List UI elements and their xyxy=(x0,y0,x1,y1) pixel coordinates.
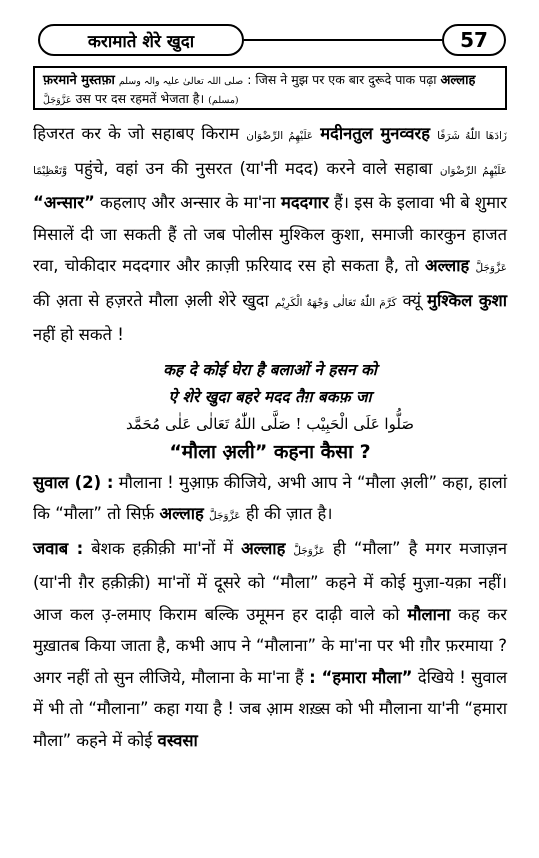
answer-label: जवाब : xyxy=(33,538,84,558)
question-paragraph xyxy=(33,467,507,533)
poetry-couplet xyxy=(33,357,507,411)
p1-allah: अल्लाह xyxy=(424,256,470,275)
durood-line: صَلُّوا عَلَى الْحَبِيْب ! صَلَّى اللّٰهُ تَعَالٰى عَلٰى مُحَمَّد xyxy=(125,414,415,433)
p1-text-2: पहुंचे, वहां उन की नुसरत (या'नी मदद) करने वाले सहाबा xyxy=(74,158,433,178)
farman-text-2: उस पर दस रहमतें भेजता है। xyxy=(75,91,205,106)
p1-arabic-5: كَرَّمَ اللّٰهُ تَعَالٰى وَجْهَهُ الْكَرِيْم xyxy=(274,296,397,309)
question-text-2: ही की ज़ात है। xyxy=(245,504,333,523)
answer-arabic: عَزَّوَجَلَّ xyxy=(293,544,325,557)
section-heading: “मौला अ़ली” कहना कैसा ? xyxy=(169,440,371,463)
p1-text-1: हिजरत कर के जो सहाबए किराम xyxy=(33,124,240,143)
p1-arabic-1: عَلَيْهِمُ الرِّضْوَان xyxy=(246,130,314,142)
question-label: सुवाल (2) : xyxy=(33,472,114,492)
p1-text-7: नहीं हो सकते ! xyxy=(33,325,124,344)
answer-text-2: ही “मौला” है मगर मजाज़न (या'नी ग़ैर हक़ीक़ी) मा'नों में दूसरे को “मौला” कहने में कोई मुज़ा-यक़ा नहीं। आज कल उ़-लमाए किराम बल्कि उमूमन हर दाढ़ी वाले को xyxy=(33,538,507,624)
question-text-1: मौलाना ! मुआ़फ़ कीजिये, अभी आप ने “मौला अ़ली” कहा, हालां कि “मौला” तो सिर्फ़ xyxy=(33,472,507,523)
header-divider xyxy=(244,39,442,41)
answer-maulana: मौलाना xyxy=(407,604,451,624)
p1-arabic-3: عَلَيْهِمُ الرِّضْوَان xyxy=(439,164,507,177)
page-header xyxy=(38,24,506,58)
p1-arabic-2: زَادَهَا اللّٰهُ شَرَفًا وَّتَعْظِيْمًا xyxy=(33,130,507,177)
page-body xyxy=(33,118,507,756)
farman-label: फ़रमाने मुस्तफ़ा xyxy=(43,73,115,88)
page-number: 57 xyxy=(442,24,506,56)
farman-box xyxy=(33,66,507,110)
book-title: करामाते शेरे खुदा xyxy=(38,24,244,56)
answer-paragraph xyxy=(33,533,507,757)
question-allah: अल्लाह xyxy=(159,504,204,523)
answer-text-4: देखिये ! सुवाल में भी तो “मौलाना” कहा गया है ! जब आ़म शख़्स को भी मौलाना या'नी “हमारा मौला” कहने में कोई xyxy=(33,667,508,750)
answer-text-1: बेशक हक़ीक़ी मा'नों में xyxy=(91,538,234,558)
answer-allah: अल्लाह xyxy=(241,538,286,558)
p1-ansar: “अन्सार” xyxy=(33,193,95,212)
p1-madadgar: मददगार xyxy=(281,193,329,212)
poetry-line-2: ऐ शेरे खुदा बहरे मदद तैग़ बकफ़ जा xyxy=(168,387,372,406)
farman-azza: عَزَّوَجَلَّ xyxy=(43,95,72,106)
answer-hamara-maula: : “हमारा मौला” xyxy=(309,667,413,687)
farman-text-1: : जिस ने मुझ पर एक बार दुरूदे पाक पढ़ा xyxy=(247,72,437,87)
paragraph-hijrat xyxy=(33,118,507,351)
p1-mushkil-kusha: मुश्किल कुशा xyxy=(427,290,508,310)
p1-text-6: क्यूं xyxy=(402,290,422,310)
p1-madina: मदीनतुल मुनव्वरह xyxy=(320,124,431,143)
p1-text-5: की अ़ता से हज़रते मौला अ़ली शेरे खुदा xyxy=(33,290,269,310)
salutation-arabic: صلی اللہ تعالیٰ علیہ والہ وسلم xyxy=(118,76,244,87)
p1-text-4: हैं। इस के इलावा भी बे शुमार मिसालें दी जा सकती हैं तो जब पोलीस मुश्किल कुशा, समाजी कारकुन हाजत रवा, चोकीदार मददगार और क़ाज़ी फ़रियाद रस हो सकता है, तो xyxy=(33,193,507,275)
poetry-line-1: कह दे कोई घेरा है बलाओं ने हसन को xyxy=(163,360,377,379)
p1-text-3: कहलाए और अन्सार के मा'ना xyxy=(100,193,276,212)
question-arabic: عَزَّوَجَلَّ xyxy=(209,510,241,522)
answer-waswasa: वस्वसा xyxy=(157,730,198,750)
farman-allah: अल्लाह xyxy=(440,73,476,88)
answer-text-3: कह कर मुख़ातब किया जाता है, कभी आप ने “मौलाना” के मा'ना पर भी ग़ौर फ़रमाया ? अगर नहीं तो सुन लीजिये, मौलाना के मा'ना हैं xyxy=(33,604,508,687)
p1-arabic-4: عَزَّوَجَلَّ xyxy=(475,262,508,274)
farman-source: (مسلم) xyxy=(208,95,239,106)
